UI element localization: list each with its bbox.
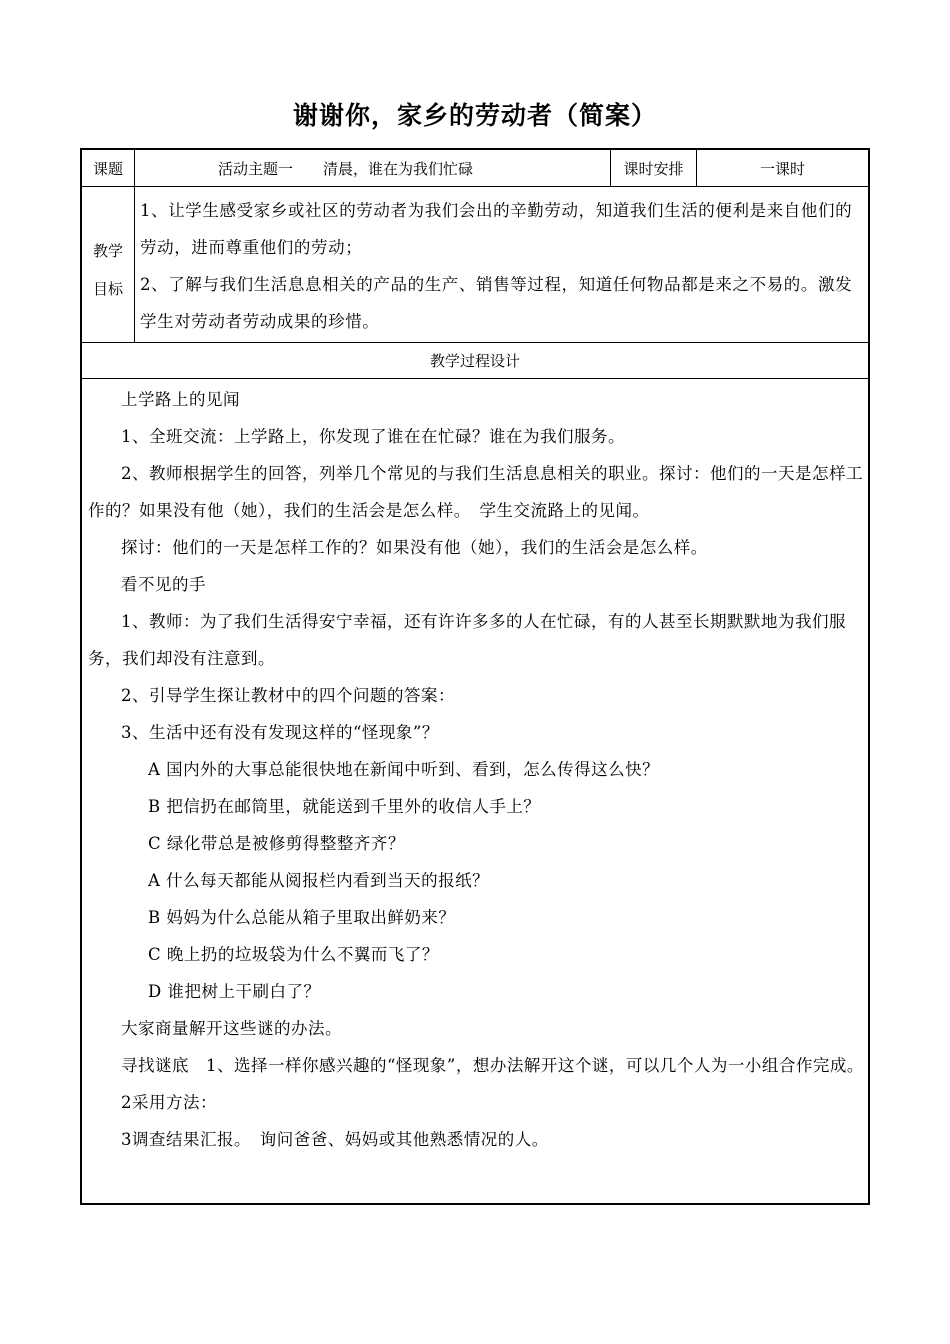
goal-item: 1、让学生感受家乡或社区的劳动者为我们会出的辛勤劳动，知道我们生活的便利是来自他们的劳动，进而尊重他们的劳动； — [140, 201, 853, 257]
process-paragraph: 寻找谜底 1、选择一样你感兴趣的“怪现象”，想办法解开这个谜，可以几个人为一小组合作完成。 — [121, 1056, 864, 1075]
question-option: C 晚上扔的垃圾袋为什么不翼而飞了？ — [148, 945, 439, 964]
process-paragraph: 上学路上的见闻 — [121, 390, 240, 409]
question-option: C 绿化带总是被修剪得整整齐齐？ — [148, 834, 405, 853]
process-paragraph: 大家商量解开这些谜的办法。 — [121, 1019, 342, 1038]
question-option: D 谁把树上干刷白了？ — [148, 982, 321, 1001]
goals-label-line1: 教学 — [92, 242, 123, 260]
schedule-value: 一课时 — [759, 159, 805, 178]
question-option: B 妈妈为什么总能从箱子里取出鲜奶来？ — [148, 908, 456, 927]
goals-content — [140, 192, 868, 340]
process-paragraph: 探讨：他们的一天是怎样工作的？如果没有他（她），我们的生活会是怎么样。 — [121, 538, 708, 557]
question-option: A 国内外的大事总能很快地在新闻中听到、看到，怎么传得这么快？ — [148, 760, 660, 779]
process-paragraph: 1、全班交流：上学路上，你发现了谁在在忙碌？谁在为我们服务。 — [121, 427, 625, 446]
process-paragraph: 看不见的手 — [121, 575, 206, 594]
question-option: A 什么每天都能从阅报栏内看到当天的报纸？ — [148, 871, 490, 890]
process-paragraph: 1、教师：为了我们生活得安宁幸福，还有许许多多的人在忙碌，有的人甚至长期默默地为我们服务，我们却没有注意到。 — [88, 612, 846, 668]
goals-label-line2: 目标 — [92, 280, 123, 298]
goal-item: 2、了解与我们生活息息相关的产品的生产、销售等过程，知道任何物品都是来之不易的。激发学生对劳动者劳动成果的珍惜。 — [140, 275, 853, 331]
process-content — [88, 381, 868, 1158]
page-title: 谢谢你，家乡的劳动者（简案） — [292, 101, 657, 130]
process-paragraph: 2、教师根据学生的回答，列举几个常见的与我们生活息息相关的职业。探讨：他们的一天是怎样工作的？如果没有他（她），我们的生活会是怎么样。 学生交流路上的见闻。 — [88, 464, 863, 520]
question-option: B 把信扔在邮筒里，就能送到千里外的收信人手上？ — [148, 797, 541, 816]
process-paragraph: 3调查结果汇报。 询问爸爸、妈妈或其他熟悉情况的人。 — [121, 1130, 549, 1149]
goals-label — [82, 232, 134, 308]
process-paragraph: 2、引导学生探让教材中的四个问题的答案： — [121, 686, 455, 705]
lesson-plan-table — [80, 148, 870, 1205]
row-divider — [82, 186, 868, 187]
topic-value: 活动主题一 清晨，谁在为我们忙碌 — [217, 159, 473, 178]
row-divider — [82, 378, 868, 379]
schedule-label: 课时安排 — [623, 159, 684, 178]
process-heading: 教学过程设计 — [429, 352, 520, 370]
process-paragraph: 2采用方法： — [121, 1093, 217, 1112]
topic-label: 课题 — [92, 159, 123, 178]
process-paragraph: 3、生活中还有没有发现这样的“怪现象”？ — [121, 723, 439, 742]
